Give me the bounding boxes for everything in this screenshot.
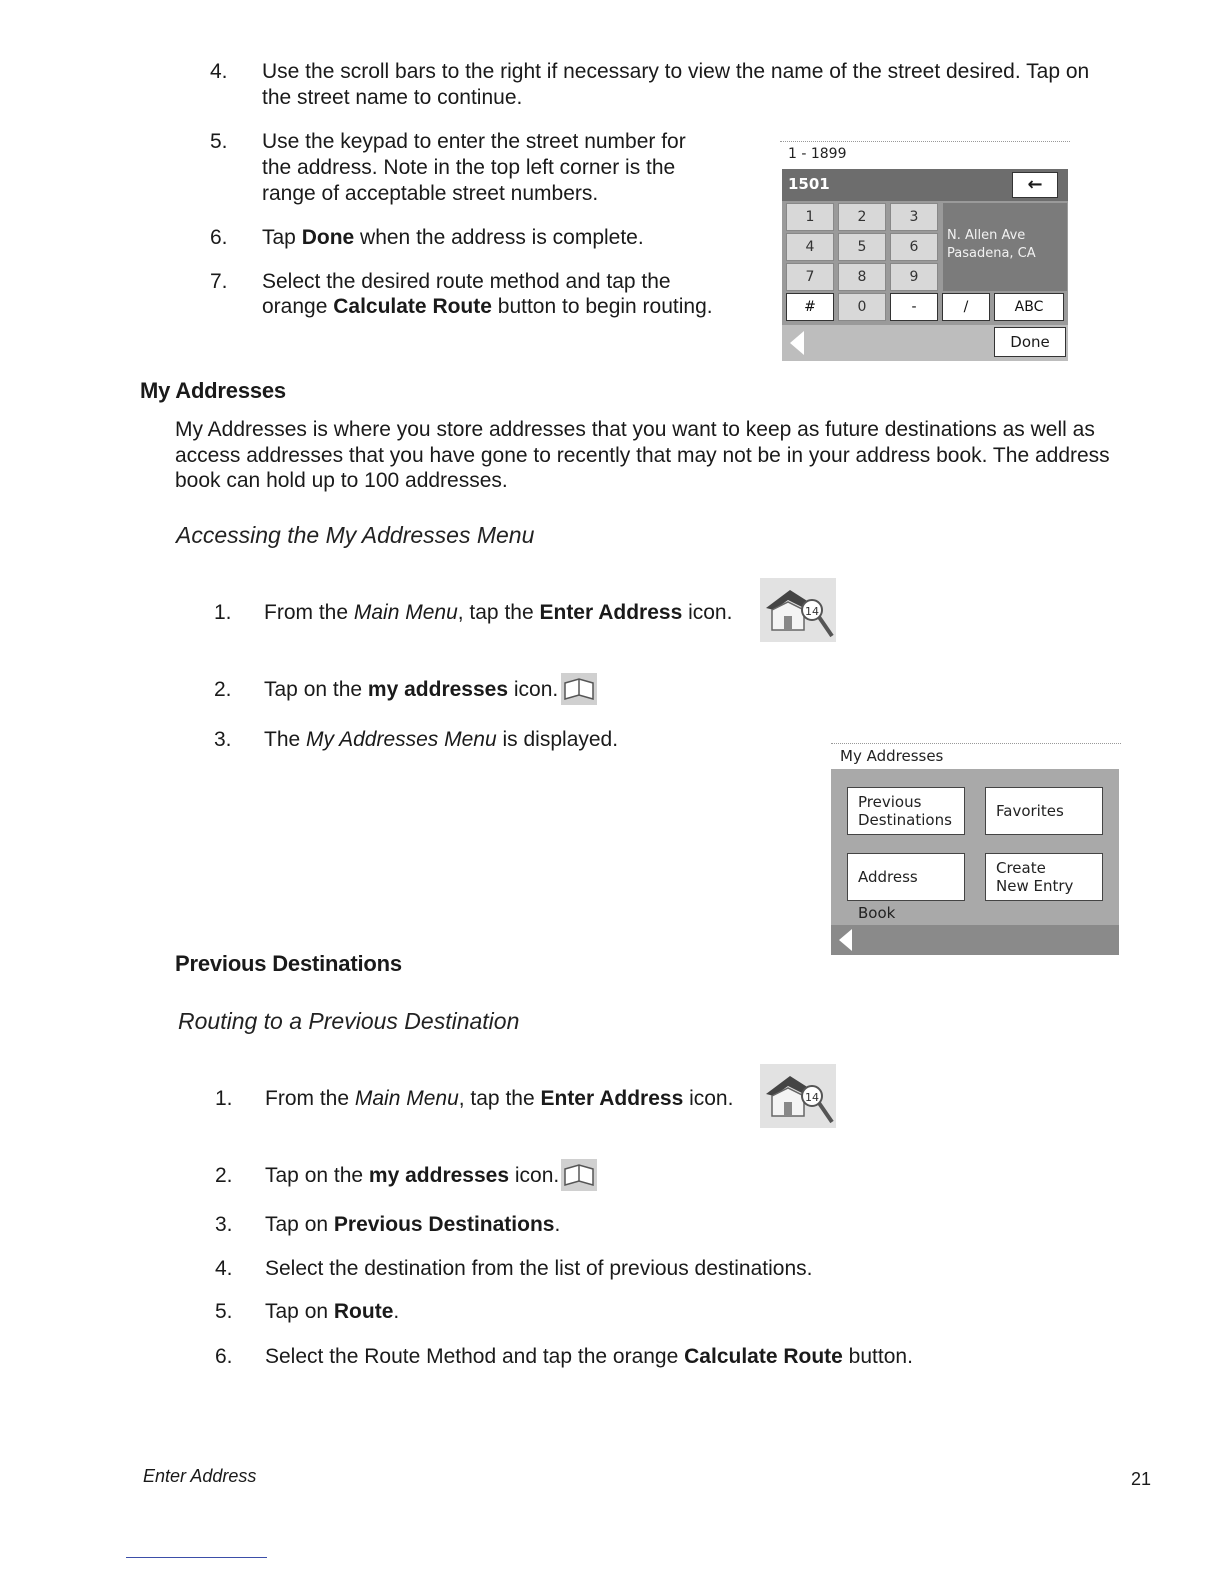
step-number: 4. bbox=[210, 60, 228, 83]
paragraph-line: access addresses that you have gone to recently that may not be in your address book. The address bbox=[175, 444, 1110, 467]
icon-badge: 14 bbox=[805, 1091, 819, 1104]
keypad-grid bbox=[782, 201, 1068, 325]
step-number: 5. bbox=[210, 130, 228, 153]
key-hash[interactable]: # bbox=[786, 293, 834, 321]
step-text: the address. Note in the top left corner is the bbox=[262, 156, 676, 179]
backspace-button[interactable]: ← bbox=[1012, 172, 1058, 198]
keypad-footer bbox=[782, 325, 1068, 361]
footer-rule bbox=[126, 1557, 267, 1558]
icon-badge: 14 bbox=[805, 605, 819, 618]
my-addresses-screenshot bbox=[831, 743, 1121, 955]
back-arrow-icon[interactable] bbox=[839, 929, 852, 951]
step-number: 7. bbox=[210, 270, 228, 293]
step-text: Select the desired route method and tap the bbox=[262, 270, 671, 293]
address-book-button[interactable]: Address Book bbox=[847, 853, 965, 901]
previous-destinations-button[interactable]: Previous Destinations bbox=[847, 787, 965, 835]
done-button[interactable]: Done bbox=[994, 327, 1066, 357]
key-5[interactable]: 5 bbox=[838, 233, 886, 261]
step-text: range of acceptable street numbers. bbox=[262, 182, 599, 205]
key-8[interactable]: 8 bbox=[838, 263, 886, 291]
street-number-value: 1501 bbox=[788, 175, 830, 193]
my-addresses-heading: My Addresses bbox=[140, 378, 286, 403]
key-0[interactable]: 0 bbox=[838, 293, 886, 321]
create-new-entry-button[interactable]: Create New Entry bbox=[985, 853, 1103, 901]
menu-footer bbox=[831, 925, 1119, 955]
routing-subheading: Routing to a Previous Destination bbox=[178, 1008, 520, 1034]
range-label: 1 - 1899 bbox=[788, 146, 847, 162]
enter-address-icon bbox=[760, 578, 836, 642]
key-1[interactable]: 1 bbox=[786, 203, 834, 231]
back-arrow-icon[interactable] bbox=[790, 331, 804, 355]
key-2[interactable]: 2 bbox=[838, 203, 886, 231]
step-text: Use the scroll bars to the right if necessary to view the name of the street desired. Tap on bbox=[262, 60, 1090, 83]
key-3[interactable]: 3 bbox=[890, 203, 938, 231]
abc-button[interactable]: ABC bbox=[994, 293, 1064, 321]
step-text: Use the keypad to enter the street number for bbox=[262, 130, 686, 153]
key-6[interactable]: 6 bbox=[890, 233, 938, 261]
previous-destinations-heading: Previous Destinations bbox=[175, 951, 402, 976]
keypad-screenshot bbox=[780, 141, 1070, 362]
key-slash[interactable]: / bbox=[942, 293, 990, 321]
key-7[interactable]: 7 bbox=[786, 263, 834, 291]
paragraph-line: My Addresses is where you store addresses that you want to keep as future destinations as well as bbox=[175, 418, 1095, 441]
key-dash[interactable]: - bbox=[890, 293, 938, 321]
screen-title: My Addresses bbox=[840, 747, 944, 765]
address-preview: N. Allen Ave Pasadena, CA bbox=[943, 203, 1067, 291]
step-text: orange Calculate Route button to begin routing. bbox=[262, 295, 713, 318]
step-number: 6. bbox=[210, 226, 228, 249]
paragraph-line: book can hold up to 100 addresses. bbox=[175, 469, 508, 492]
enter-address-icon bbox=[760, 1064, 836, 1128]
key-9[interactable]: 9 bbox=[890, 263, 938, 291]
step-text: the street name to continue. bbox=[262, 86, 523, 109]
accessing-subheading: Accessing the My Addresses Menu bbox=[176, 522, 535, 548]
footer-section-title: Enter Address bbox=[143, 1466, 257, 1486]
step-text: Tap Done when the address is complete. bbox=[262, 226, 644, 249]
favorites-button[interactable]: Favorites bbox=[985, 787, 1103, 835]
entry-bar bbox=[782, 169, 1068, 201]
page-number: 21 bbox=[1131, 1469, 1152, 1489]
key-4[interactable]: 4 bbox=[786, 233, 834, 261]
menu-panel bbox=[831, 769, 1119, 925]
my-addresses-icon bbox=[561, 1159, 597, 1191]
my-addresses-icon bbox=[561, 673, 597, 705]
